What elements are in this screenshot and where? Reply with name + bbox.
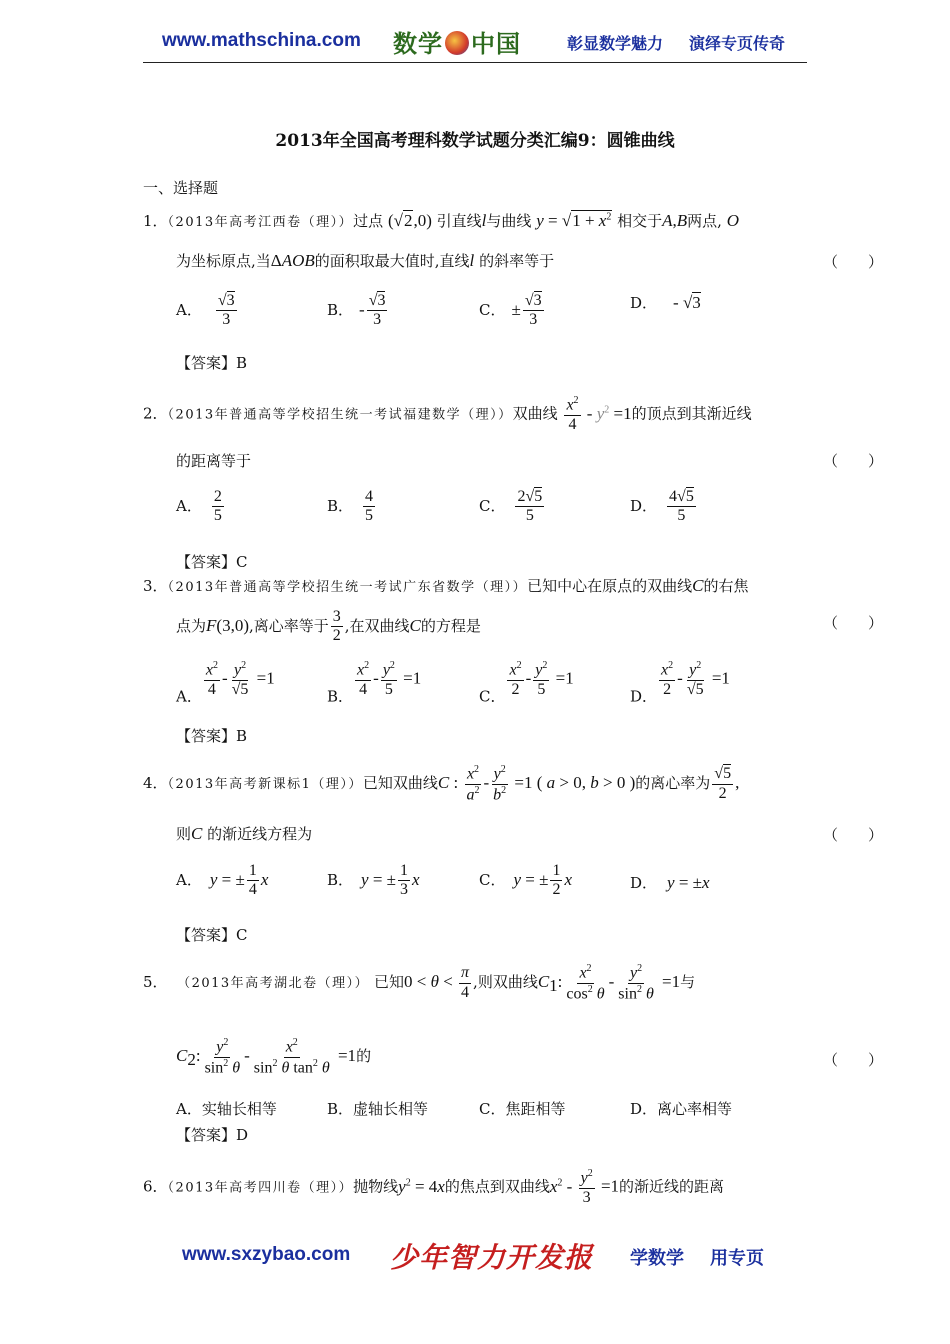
question-source: （2013年高考江西卷（理））	[167, 215, 354, 230]
text: 相交于	[617, 212, 663, 230]
header-slogan-2: 演绎专页传奇	[689, 34, 786, 53]
text: 点为	[176, 616, 207, 635]
answer-value: D	[236, 1126, 249, 1144]
footer-slogan-2: 用专页	[710, 1248, 764, 1269]
math: - $y^2 =1$	[582, 403, 632, 423]
question-source: （2013年普通高等学校招生统一考试广东省数学（理））	[167, 580, 528, 595]
math: $\frac{4√5}{5}$	[669, 488, 694, 525]
option-label: A．	[176, 870, 202, 889]
math: F	[206, 615, 217, 635]
answer-blank: （ ）	[823, 614, 884, 632]
answer-value: C	[236, 553, 248, 571]
option-label: C．	[479, 300, 506, 319]
option-d[interactable]	[630, 488, 698, 526]
page-title: 2013年全国高考理科数学试题分类汇编9：圆锥曲线	[275, 131, 675, 151]
math: 1	[549, 976, 558, 996]
text: 的离心率为	[635, 774, 711, 793]
math: =1	[657, 972, 681, 992]
math: O	[726, 211, 739, 230]
option-a[interactable]	[176, 660, 275, 707]
math: ±	[511, 299, 521, 319]
math: x	[564, 869, 572, 889]
math: $\frac{4}{5}$	[365, 488, 374, 525]
question-number: 2．	[143, 404, 168, 423]
question-number: 5．	[143, 973, 168, 992]
math: C	[409, 615, 421, 635]
text: 的渐近线方程为	[207, 825, 313, 843]
math: =1	[333, 1046, 357, 1066]
option-c[interactable]	[479, 660, 574, 707]
math: -	[483, 773, 490, 793]
text: 的方程是	[420, 616, 481, 635]
answer-line-5	[176, 1124, 248, 1145]
math: $\frac{y^2}{5}$	[535, 660, 548, 698]
option-label: C．	[479, 870, 506, 889]
math: :	[557, 972, 563, 992]
option-d[interactable]	[630, 660, 730, 707]
math: =1 ( a > 0, b > 0 )	[510, 773, 636, 793]
question-5-line-1	[143, 963, 695, 1003]
option-label: B．	[327, 870, 354, 889]
math: $\frac{√5}{2}$	[714, 765, 732, 802]
question-6-line-1	[143, 1168, 724, 1207]
option-label: D．	[630, 687, 658, 706]
answer-blank: （ ）	[823, 1051, 884, 1069]
math: C	[437, 773, 450, 793]
math: 0 < θ <	[403, 972, 458, 992]
text: 的焦点到双曲线	[444, 1177, 550, 1196]
math: $\frac{y^2}{√5}$	[686, 660, 704, 698]
header-rule	[143, 62, 807, 63]
math: $\frac{x^2}{\cos^2 \theta}$	[566, 963, 605, 1003]
option-a[interactable]	[176, 862, 268, 900]
text: 的顶点到其渐近线	[631, 404, 752, 423]
math: ,	[672, 211, 677, 230]
math: =1	[252, 668, 275, 688]
math: -	[221, 668, 228, 688]
math: x	[260, 869, 269, 889]
math: B	[676, 211, 688, 230]
question-3-line-2	[176, 608, 481, 646]
question-source: （2013年普通高等学校招生统一考试福建数学（理））	[167, 407, 513, 423]
option-d[interactable]: D．离心率相等	[630, 1100, 733, 1118]
option-label: A．	[176, 300, 202, 319]
math: $\frac{x^2}{4}$	[357, 660, 370, 698]
option-label: B．	[327, 496, 354, 515]
option-label: C．	[479, 687, 506, 706]
math: (3,0)	[216, 615, 249, 635]
math: $\frac{x^2}{a^2}$	[466, 764, 480, 804]
math: = $√1 + x^2$	[543, 211, 612, 230]
math: $\frac{x^2}{4}$	[566, 395, 579, 433]
text: 的右焦	[703, 577, 749, 595]
option-b[interactable]	[327, 660, 421, 707]
answer-label: 【答案】	[176, 1126, 237, 1144]
footer-url[interactable]: www.sxzybao.com	[182, 1244, 351, 1265]
math: C	[537, 972, 550, 992]
math: $\frac{y^2}{√5}$	[231, 660, 249, 698]
option-label: D．	[630, 874, 658, 892]
math: $\frac{1}{4}$	[248, 862, 257, 899]
text: 已知	[373, 973, 404, 992]
answer-line-4	[176, 924, 248, 945]
question-3-line-1	[143, 575, 749, 596]
math: $\frac{x^2}{\sin^2 \theta \tan^2 \theta}$	[253, 1037, 330, 1077]
math: =1	[398, 668, 422, 688]
question-number: 3．	[143, 577, 168, 595]
math: - √3	[673, 293, 701, 312]
question-number: 4．	[143, 774, 168, 793]
answer-line-1	[176, 352, 247, 373]
math: -	[677, 668, 683, 688]
option-b[interactable]	[327, 488, 377, 526]
question-1-line-1	[143, 210, 739, 231]
math: $\frac{1}{3}$	[400, 862, 408, 899]
option-c[interactable]: C．焦距相等	[479, 1100, 566, 1118]
math: $\frac{√3}{3}$	[217, 292, 235, 329]
section-heading: 一、选择题	[143, 179, 219, 197]
math: (√2,0)	[387, 211, 432, 230]
math: $\frac{\pi}{4}$	[461, 964, 470, 1001]
answer-blank: （ ）	[823, 253, 884, 271]
text: 已知中心在原点的双曲线	[527, 577, 693, 595]
text: 的渐近线的距离	[619, 1177, 725, 1196]
math: $\frac{y^2}{\sin^2 \theta}$	[618, 963, 654, 1003]
math: :	[449, 773, 463, 793]
question-1-line-2	[176, 250, 554, 271]
option-b[interactable]	[327, 292, 389, 330]
math: $\frac{x^2}{2}$	[661, 660, 674, 698]
math: $\frac{2√5}{5}$	[517, 488, 543, 525]
math: -	[608, 972, 615, 992]
text: 过点	[353, 212, 384, 230]
math: -	[359, 299, 365, 319]
answer-label: 【答案】	[176, 354, 237, 372]
footer-slogan-1: 学数学	[630, 1248, 684, 1269]
answer-value: B	[236, 354, 248, 372]
question-number: 6．	[143, 1177, 168, 1196]
answer-blank: （ ）	[823, 452, 884, 470]
question-4-line-1	[143, 764, 739, 804]
math: :	[195, 1046, 201, 1066]
text: 则	[176, 825, 192, 843]
text: 的面积取最大值时,直线	[314, 252, 470, 270]
text: 已知双曲线	[362, 774, 438, 793]
answer-label: 【答案】	[176, 553, 237, 571]
option-label: C．	[479, 496, 506, 515]
math: -	[244, 1046, 250, 1066]
math: l	[481, 211, 487, 230]
answer-line-2	[176, 551, 248, 572]
math: $\frac{√3}{3}$	[524, 292, 542, 329]
answer-line-3	[176, 725, 247, 746]
math: x	[412, 869, 420, 889]
text: 引直线	[436, 212, 482, 230]
math: l	[469, 251, 475, 270]
math: y = ±x	[667, 873, 710, 892]
text: 双曲线	[512, 404, 558, 423]
answer-blank: （ ）	[823, 826, 884, 844]
question-source: （2013年高考四川卷（理））	[167, 1180, 354, 1196]
math: $\frac{3}{2}$	[332, 608, 341, 645]
logo-right-text: 中国	[471, 30, 521, 58]
option-a[interactable]	[176, 292, 239, 330]
option-label: D．	[630, 294, 658, 312]
option-d[interactable]	[630, 872, 710, 893]
text: 的	[356, 1047, 372, 1066]
math: =1	[596, 1176, 620, 1196]
math: ,	[735, 773, 740, 793]
math: $\frac{x^2}{4}$	[205, 660, 218, 698]
option-c[interactable]	[479, 488, 546, 526]
math: C	[176, 1046, 188, 1066]
option-a[interactable]: A．实轴长相等	[176, 1100, 277, 1118]
question-4-line-2	[176, 823, 312, 844]
math: A	[662, 211, 673, 230]
text: 为坐标原点,当	[176, 252, 271, 270]
option-label: B．	[327, 300, 354, 319]
math: $\frac{y^2}{b^2}$	[493, 764, 507, 804]
text: 抛物线	[353, 1177, 399, 1196]
math: $y^2 = 4x$	[398, 1176, 445, 1196]
option-label: A．	[176, 496, 202, 515]
globe-icon	[445, 31, 469, 55]
text: 与曲线	[486, 212, 532, 230]
option-label: A．	[176, 687, 202, 706]
math: $\frac{y^2}{\sin^2 \theta}$	[204, 1037, 241, 1077]
header-logo	[393, 24, 521, 59]
text: 的斜率等于	[479, 252, 555, 270]
math: y = ±	[361, 869, 396, 889]
math: 2	[187, 1050, 196, 1070]
math: $\frac{2}{5}$	[213, 488, 222, 525]
answer-label: 【答案】	[176, 926, 237, 944]
math: $\frac{√3}{3}$	[368, 292, 386, 329]
answer-label: 【答案】	[176, 727, 237, 745]
text: 与	[680, 973, 696, 992]
question-source: （2013年高考湖北卷（理））	[177, 976, 370, 992]
math: y	[536, 211, 544, 230]
math: $x^2$ -	[549, 1176, 577, 1196]
option-b[interactable]: B．虚轴长相等	[327, 1100, 429, 1118]
text: ,在双曲线	[344, 616, 410, 635]
math: $\frac{1}{2}$	[552, 862, 561, 899]
option-b[interactable]	[327, 862, 420, 900]
answer-value: B	[236, 727, 248, 745]
question-5-line-2	[176, 1037, 371, 1077]
math: =1	[551, 668, 574, 688]
math: -	[525, 668, 532, 688]
text: 两点,	[687, 212, 722, 230]
math: $\frac{x^2}{2}$	[509, 660, 522, 698]
math: y = ±	[209, 869, 245, 889]
math: -	[373, 668, 379, 688]
question-2-line-2: 的距离等于	[176, 452, 252, 470]
option-d[interactable]	[630, 292, 701, 313]
option-c[interactable]	[479, 862, 572, 900]
math: C	[191, 824, 203, 843]
math: =1	[707, 668, 730, 688]
option-label: B．	[327, 687, 354, 706]
header-slogan-1: 彰显数学魅力	[567, 34, 664, 53]
text: ,离心率等于	[248, 616, 329, 635]
option-c[interactable]	[479, 292, 546, 330]
footer-brand-logo: 少年智力开发报	[390, 1241, 594, 1274]
math: $\frac{y^2}{3}$	[580, 1168, 593, 1206]
math: C	[692, 576, 704, 595]
option-a[interactable]	[176, 488, 226, 526]
math: ΔAOB	[270, 251, 315, 270]
math: y = ±	[513, 869, 549, 889]
question-2-line-1	[143, 395, 752, 434]
text: ,则双曲线	[473, 973, 538, 992]
option-label: D．	[630, 496, 658, 515]
answer-value: C	[236, 926, 248, 944]
question-source: （2013年高考新课标1（理））	[167, 777, 363, 793]
header-url[interactable]: www.mathschina.com	[162, 30, 361, 51]
question-number: 1．	[143, 212, 168, 230]
logo-left-text: 数学	[393, 30, 443, 58]
math: $\frac{y^2}{5}$	[382, 660, 395, 698]
